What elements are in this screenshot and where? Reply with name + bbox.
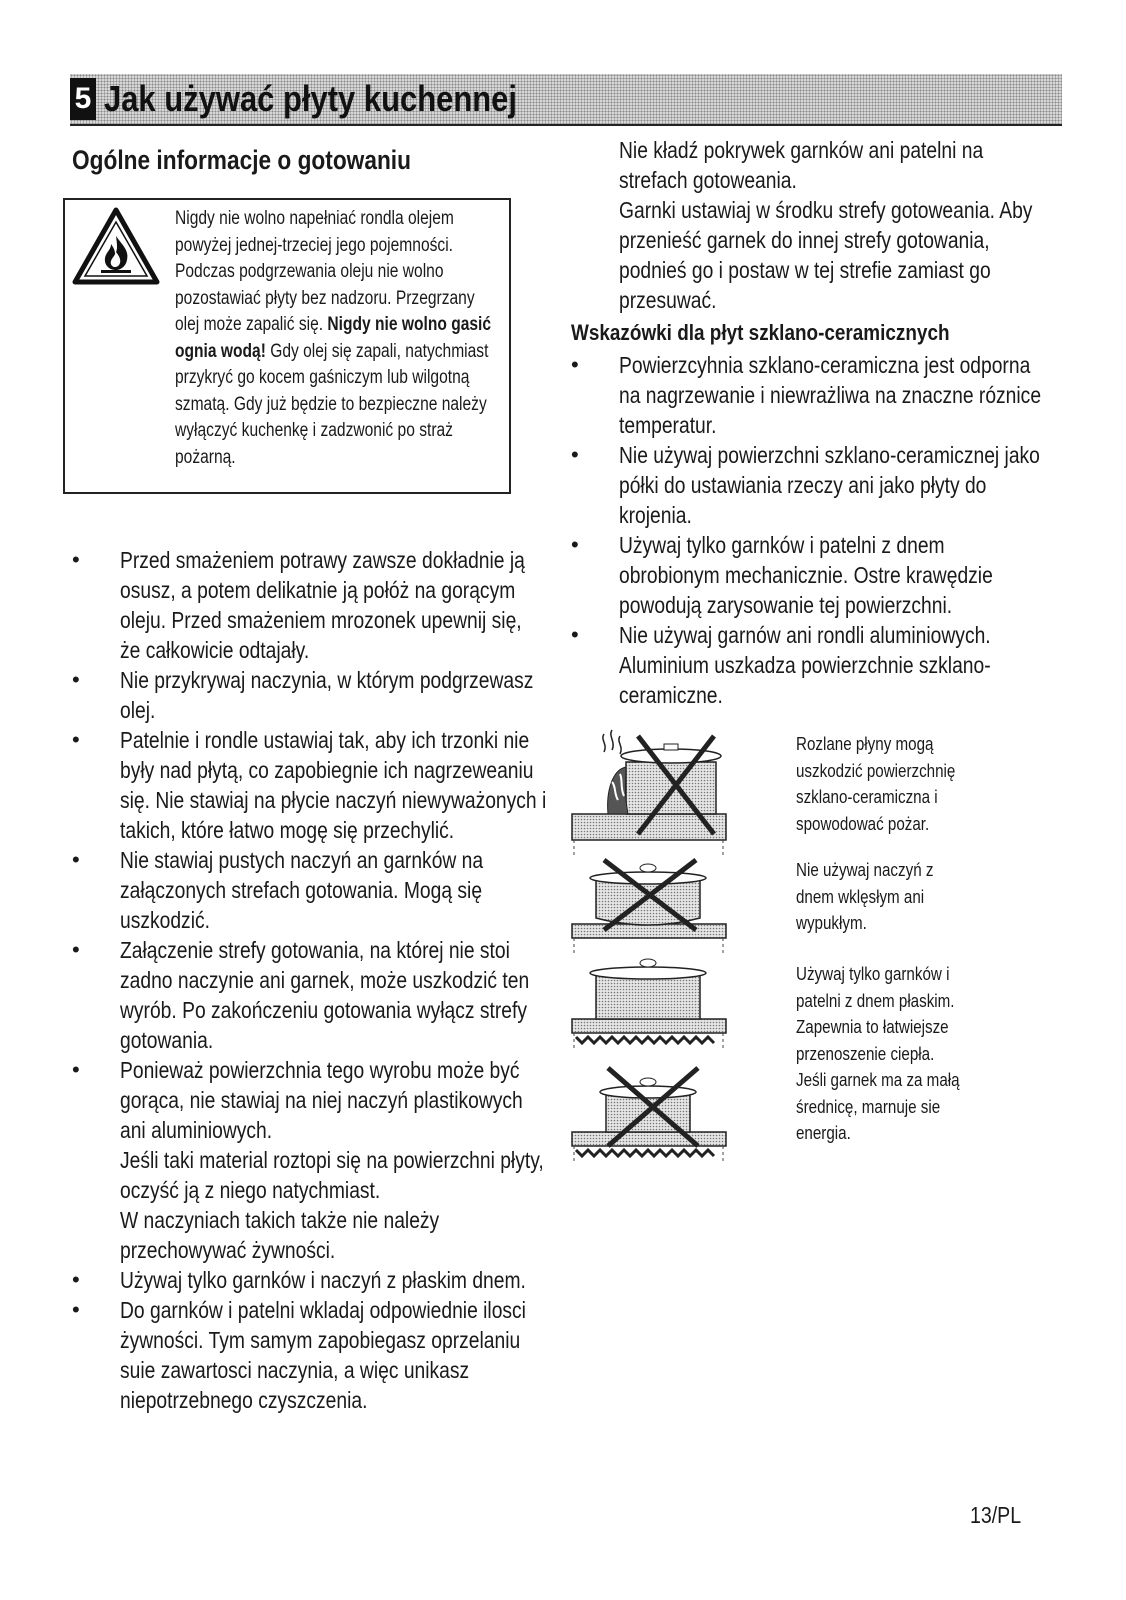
list-item: • Nie stawiaj pustych naczyń an garnków na załączonych strefach gotowania. Mogą się uszkodzić.	[72, 847, 484, 933]
glass-ceramic-tips-list	[571, 350, 1041, 710]
glass-ceramic-tips-title: Wskazówki dla płyt szklano-ceramicznych	[571, 320, 950, 345]
spill-pot-illustration	[568, 722, 728, 860]
list-item: • Nie używaj garnów ani rondli aluminiowych. Aluminium uszkadza powierzchnie szklano- ceramiczne.	[571, 622, 991, 708]
warning-text-before: Nigdy nie wolno napełniać rondla olejem powyżej jednej-trzeciej jego pojemności. Podczas podgrzewania oleju nie wolno pozostawiać płyty bez nadzoru. Przegrzany olej może zapalić się.	[175, 208, 475, 335]
list-item: • Ponieważ powierzchnia tego wyrobu może być gorąca, nie stawiaj na niej naczyń plastikowych ani aluminiowych. Jeśli taki material roztopi się na powierzchni płyty, oczyść ją z niego natychmiast. W naczyniach takich także nie należy przechowywać żywności.	[72, 1057, 544, 1263]
warning-text	[175, 206, 503, 471]
list-item: • Załączenie strefy gotowania, na której nie stoi zadno naczynie ani garnek, może uszkodzić ten wyrób. Po zakończeniu gotowania wyłącz strefy gotowania.	[72, 937, 530, 1053]
pot-placement-text: Nie kładź pokrywek garnków ani patelni na strefach gotoweania. Garnki ustawiaj w środku strefy gotoweania. Aby przenieść garnek do innej strefy gotowania, podnieś go i postaw w tej strefie zamiast go przesuwać.	[619, 137, 1033, 313]
list-item: • Patelnie i rondle ustawiaj tak, aby ich trzonki nie były nad płytą, co zapobiegnie ich nagrzeweaniu się. Nie stawiaj na płycie naczyń niewyważonych i takich, które łatwo mogę się przechylić.	[72, 727, 547, 843]
list-item: • Używaj tylko garnków i patelni z dnem obrobionym mechanicznie. Ostre krawędzie powodują zarysowanie tej powierzchni.	[571, 532, 993, 618]
list-item: • Przed smażeniem potrawy zawsze dokładnie ją osusz, a potem delikatnie ją połóż na gorącym oleju. Przed smażeniem mrozonek upewnij się, że całkowicie odtajały.	[72, 547, 525, 663]
warning-text-after: Gdy olej się zapali, natychmiast przykryć go kocem gaśniczym lub wilgotną szmatą. Gdy już będzie to bezpieczne należy wyłączyć kuchenkę i zadzwonić po straż pożarną.	[175, 340, 489, 468]
list-item: • Do garnków i patelni wkladaj odpowiednie ilosci żywności. Tym samym zapobiegasz oprzelaniu suie zawartosci naczynia, a więc unikasz niepotrzebnego czyszczenia.	[72, 1297, 526, 1413]
fire-warning-icon	[71, 206, 161, 286]
small-pot-illustration	[568, 1062, 728, 1166]
flat-pot-illustration	[568, 955, 728, 1055]
concave-pot-illustration	[568, 858, 728, 958]
list-item: • Nie używaj powierzchni szklano-ceramicznej jako półki do ustawiania rzeczy ani jako płyty do krojenia.	[571, 442, 1040, 528]
section-title: Ogólne informacje o gotowaniu	[72, 145, 411, 175]
page-number: 13/PL	[970, 1502, 1022, 1528]
list-item: • Powierzcyhnia szklano-ceramiczna jest odporna na nagrzewanie i niewrażliwa na znaczne róznice temperatur.	[571, 352, 1042, 438]
spill-caption: Rozlane płyny mogą uszkodzić powierzchnię szklano-ceramiczna i spowodować pożar.	[796, 733, 956, 834]
cooking-tips-list	[72, 545, 547, 1415]
flat-pot-caption: Używaj tylko garnków i patelni z dnem płaskim. Zapewnia to łatwiejsze przenoszenie ciepła. Jeśli garnek ma za małą średnicę, marnuje sie energia.	[796, 963, 960, 1143]
fire-warning-box	[63, 198, 511, 494]
list-item: • Nie przykrywaj naczynia, w którym podgrzewasz olej.	[72, 667, 534, 723]
chapter-number: 5	[70, 78, 96, 120]
list-item: • Używaj tylko garnków i naczyń z płaskim dnem.	[72, 1267, 526, 1293]
warning-text-bold: Nigdy nie wolno gasić ognia wodą!	[175, 314, 492, 362]
chapter-title: Jak używać płyty kuchennej	[104, 78, 517, 119]
chapter-header	[70, 74, 1062, 126]
concave-caption: Nie używaj naczyń z dnem wklęsłym ani wypukłym.	[796, 859, 934, 933]
